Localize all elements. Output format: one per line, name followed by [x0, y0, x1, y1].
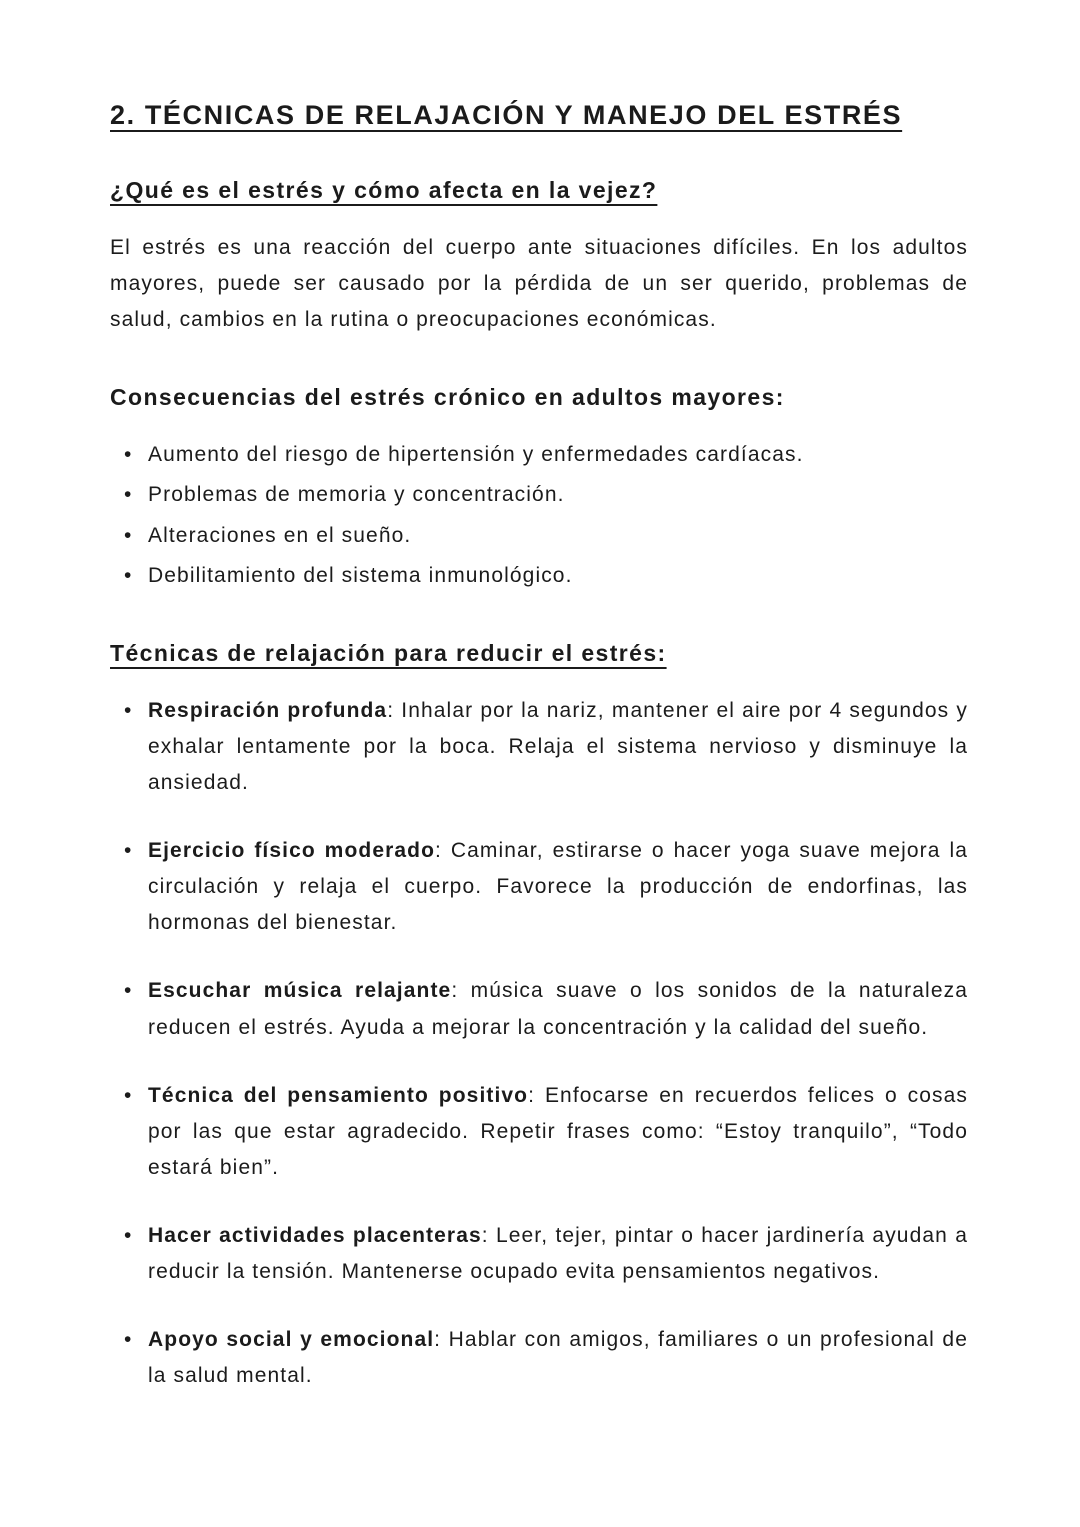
technique-description: : Caminar, estirarse o hacer yoga suave mejora la circulación y relaja el cuerpo. Favorece la producción de endorfinas, las hormonas del bienestar.	[148, 839, 968, 935]
technique-text	[148, 839, 968, 934]
techniques-list	[110, 693, 968, 1395]
list-item	[110, 558, 968, 594]
technique-text	[148, 1224, 968, 1283]
list-item	[110, 518, 968, 554]
list-item-text: Aumento del riesgo de hipertensión y enfermedades cardíacas.	[148, 443, 804, 467]
page-title: 2. TÉCNICAS DE RELAJACIÓN Y MANEJO DEL ESTRÉS	[110, 100, 903, 130]
list-item-text: Problemas de memoria y concentración.	[148, 483, 565, 507]
section-heading-que-es-estres: ¿Qué es el estrés y cómo afecta en la vejez?	[110, 177, 658, 203]
list-item-text: Debilitamiento del sistema inmunológico.	[148, 563, 573, 587]
bullet-icon: •	[124, 443, 133, 467]
technique-item	[110, 693, 968, 801]
intro-paragraph: El estrés es una reacción del cuerpo ante situaciones difíciles. En los adultos mayores, puede ser causado por la pérdida de un ser querido, problemas de salud, cambios en la rutina o preocupaciones económicas.	[110, 236, 968, 332]
technique-label: Respiración profunda	[148, 698, 388, 722]
bullet-icon: •	[124, 979, 133, 1003]
technique-text	[148, 979, 968, 1038]
technique-label: Técnica del pensamiento positivo	[148, 1083, 529, 1107]
technique-label: Apoyo social y emocional	[148, 1328, 435, 1352]
bullet-icon: •	[124, 563, 133, 587]
technique-text	[148, 1084, 968, 1179]
section-heading-tecnicas: Técnicas de relajación para reducir el estrés:	[110, 639, 667, 666]
technique-label: Hacer actividades placenteras	[148, 1223, 482, 1247]
list-item	[110, 437, 968, 473]
technique-item	[110, 1078, 968, 1186]
technique-item	[110, 1218, 968, 1290]
consequences-list	[110, 437, 968, 593]
section-heading-consecuencias: Consecuencias del estrés crónico en adultos mayores:	[110, 384, 785, 411]
bullet-icon: •	[124, 523, 133, 547]
bullet-icon: •	[124, 698, 133, 722]
technique-description: : Hablar con amigos, familiares o un profesional de la salud mental.	[148, 1328, 968, 1388]
bullet-icon: •	[124, 483, 133, 507]
list-item	[110, 477, 968, 513]
technique-description: : música suave o los sonidos de la naturaleza reducen el estrés. Ayuda a mejorar la concentración y la calidad del sueño.	[148, 979, 968, 1039]
list-item-text: Alteraciones en el sueño.	[148, 523, 412, 547]
technique-item	[110, 973, 968, 1045]
bullet-icon: •	[124, 1223, 133, 1247]
technique-description: : Leer, tejer, pintar o hacer jardinería ayudan a reducir la tensión. Mantenerse ocupado evita pensamientos negativos.	[148, 1223, 968, 1284]
bullet-icon: •	[124, 839, 133, 863]
technique-text	[148, 699, 968, 794]
technique-description: : Enfocarse en recuerdos felices o cosas por las que estar agradecido. Repetir frases como: “Estoy tranquilo”, “Todo estará bien”.	[148, 1083, 968, 1179]
bullet-icon: •	[124, 1328, 133, 1352]
technique-label: Escuchar música relajante	[148, 979, 452, 1003]
technique-description: : Inhalar por la nariz, mantener el aire por 4 segundos y exhalar lentamente por la boca. Relaja el sistema nervioso y disminuye la ansiedad.	[148, 698, 968, 794]
technique-item	[110, 1322, 968, 1394]
technique-label: Ejercicio físico moderado	[148, 839, 436, 863]
bullet-icon: •	[124, 1083, 133, 1107]
technique-text	[148, 1328, 968, 1387]
technique-item	[110, 833, 968, 941]
